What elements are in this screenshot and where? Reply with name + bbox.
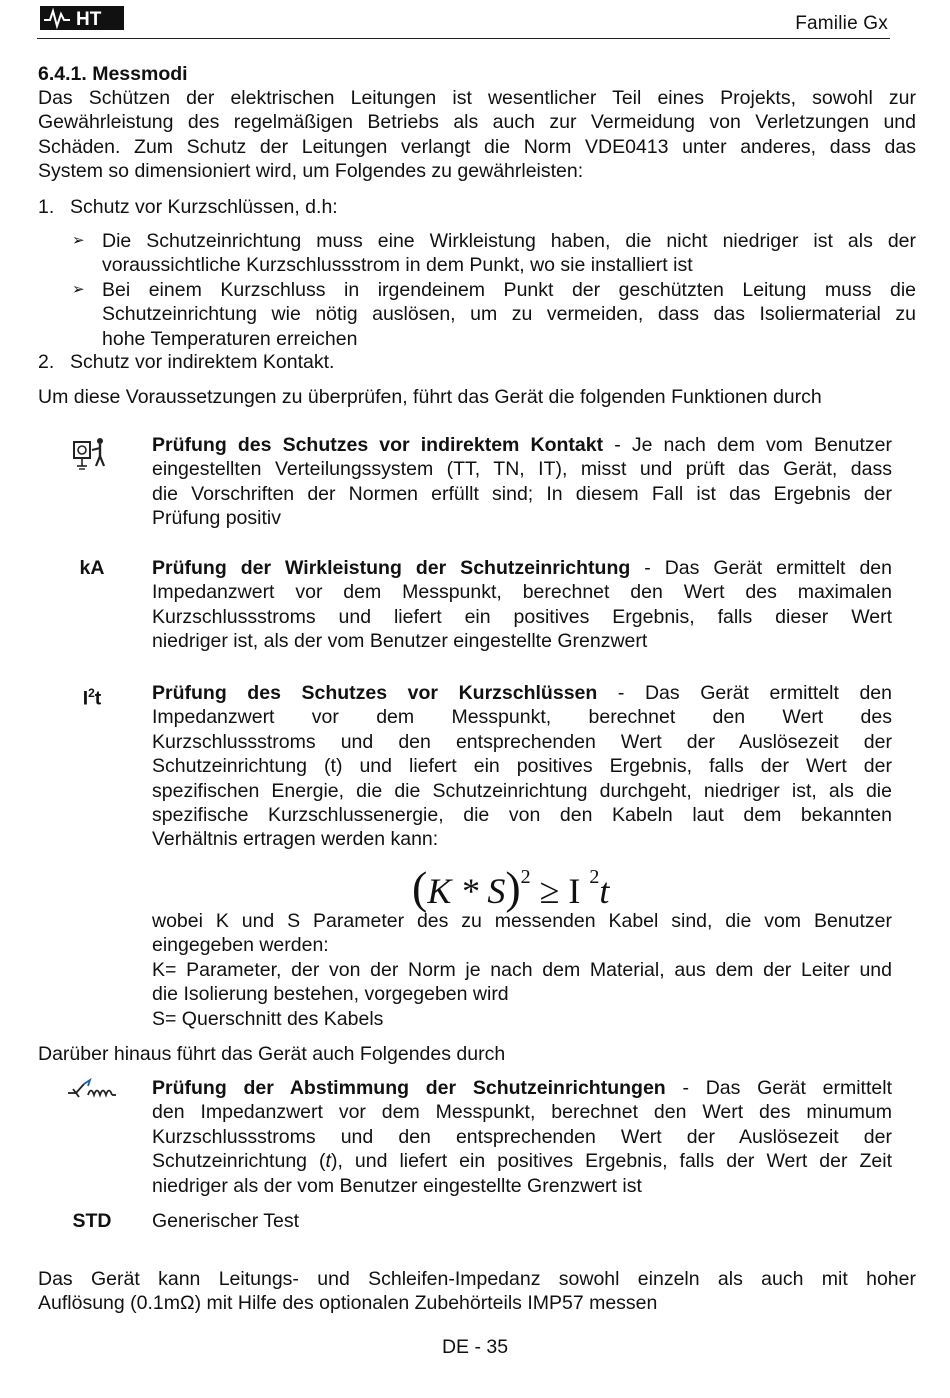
mode-line: Impedanzwert vor dem Messpunkt, berechnet den Wert des <box>152 706 892 729</box>
bullet-line: Die Schutzeinrichtung muss eine Wirkleistung haben, die nicht niedriger ist als der <box>102 230 916 252</box>
mode-title: Prüfung der Abstimmung der Schutzeinrichtungen <box>152 1077 666 1099</box>
arrow-bullet-icon: ➢ <box>72 281 85 298</box>
mode-selectivity <box>152 1076 892 1198</box>
intro-line: System so dimensioniert wird, um Folgendes zu gewährleisten: <box>38 160 584 183</box>
formula-op: ≥ I <box>539 871 581 911</box>
list-number: 1. <box>38 196 55 218</box>
symbol-std: STD <box>72 1210 112 1232</box>
list-item-1 <box>38 195 338 219</box>
arrow-bullet-icon: ➢ <box>72 232 85 249</box>
intro-paragraph <box>38 86 916 184</box>
symbol-i2t <box>40 681 144 711</box>
mode-line: spezifischen Energie, die die Schutzeinrichtung durchgeht, niedriger ist, als die <box>152 779 892 802</box>
mode-line: Kurzschlussstroms und den entsprechenden Wert der Auslösezeit der <box>152 730 892 753</box>
explain-line: die Isolierung bestehen, vorgegeben wird <box>152 983 509 1006</box>
explain-line: eingegeben werden: <box>152 934 329 957</box>
further-intro: Darüber hinaus führt das Gerät auch Folgendes durch <box>38 1043 506 1065</box>
formula-tail: t <box>599 871 610 911</box>
mode-line: niedriger als der vom Benutzer eingestellte Grenzwert ist <box>152 1174 642 1197</box>
mode-line: die Vorschriften der Normen erfüllt sind; In diesem Fall ist das Ergebnis der <box>152 482 892 505</box>
breaker-coordination-icon <box>66 1078 118 1100</box>
bullet-line: hohe Temperaturen erreichen <box>102 327 358 350</box>
mode-title: Prüfung des Schutzes vor indirektem Kontakt <box>152 434 604 456</box>
symbol-tail: t <box>94 687 102 710</box>
mode-line: Kurzschlussstroms und liefert ein positives Ergebnis, falls dieser Wert <box>152 605 892 628</box>
mode-std: Generischer Test <box>152 1210 300 1232</box>
mode-line: spezifische Kurzschlussenergie, die von den Kabeln laut dem bekannten <box>152 804 892 827</box>
intro-line: Das Schützen der elektrischen Leitungen ist wesentlicher Teil eines Projekts, sowohl zur <box>38 87 916 109</box>
mode-text: - Das Gerät ermittelt den <box>630 557 892 579</box>
mode-line: den Impedanzwert vor dem Messpunkt, berechnet den Wert des minumum <box>152 1101 892 1124</box>
functions-intro: Um diese Voraussetzungen zu überprüfen, führt das Gerät die folgenden Funktionen durch <box>38 386 822 408</box>
list-text: Schutz vor Kurzschlüssen, d.h: <box>70 196 338 218</box>
symbol-sup: 2 <box>88 686 95 700</box>
bullet-item <box>72 229 916 278</box>
mode-ka <box>152 556 892 654</box>
mode-line: Verhältnis ertragen werden kann: <box>152 828 439 851</box>
line-italic-t: t <box>325 1150 331 1173</box>
mode-line <box>152 1149 892 1173</box>
list-item-2 <box>38 350 334 374</box>
mode-text: - Das Gerät ermittelt <box>665 1077 892 1099</box>
line-part: ), und liefert ein positives Ergebnis, falls der Wert der Zeit <box>330 1150 893 1173</box>
mode-line: Schutzeinrichtung (t) und liefert ein positives Ergebnis, falls der Wert der <box>152 755 892 778</box>
list-number: 2. <box>38 351 55 373</box>
header-rule <box>37 38 890 39</box>
section-heading: 6.4.1. Messmodi <box>38 63 188 85</box>
bullet-line: voraussichtliche Kurzschlussstrom in dem Punkt, wo sie installiert ist <box>102 254 693 277</box>
symbol-ka: kA <box>79 557 105 579</box>
mode-line: niedriger ist, als der vom Benutzer eingestellte Grenzwert <box>152 630 648 653</box>
intro-line: Schäden. Zum Schutz der Leitungen verlangt die Norm VDE0413 unter anderes, dass das <box>38 135 916 158</box>
formula-close: ) <box>505 862 521 913</box>
intro-line: Gewährleistung des regelmäßigen Betriebs als auch zur Vermeidung von Verletzungen und <box>38 111 916 134</box>
mode-line: Prüfung positiv <box>152 507 281 530</box>
formula-exp2: 2 <box>589 866 600 888</box>
mode-line: Impedanzwert vor dem Messpunkt, berechnet den Wert des maximalen <box>152 581 892 604</box>
closing-line: Auflösung (0.1mΩ) mit Hilfe des optionalen Zubehörteils IMP57 messen <box>38 1292 658 1315</box>
formula-open: ( <box>412 862 428 913</box>
explain-line: wobei K und S Parameter des zu messenden Kabel sind, die vom Benutzer <box>152 910 892 932</box>
mode-text: - Je nach dem vom Benutzer <box>603 434 893 456</box>
page-number: DE - 35 <box>441 1336 509 1358</box>
mode-title: Prüfung des Schutzes vor Kurzschlüssen <box>152 682 598 704</box>
formula-inner: K * S <box>427 871 506 911</box>
logo-text: HT <box>76 9 102 30</box>
closing-line: Das Gerät kann Leitungs- und Schleifen-Impedanz sowohl einzeln als auch mit hoher <box>38 1268 916 1290</box>
list-text: Schutz vor indirektem Kontakt. <box>70 351 335 373</box>
explain-line: K= Parameter, der von der Norm je nach dem Material, aus dem der Leiter und <box>152 958 892 981</box>
indirect-contact-icon <box>72 436 112 470</box>
ht-logo <box>40 6 124 30</box>
mode-line: Kurzschlussstroms und den entsprechenden Wert der Auslösezeit der <box>152 1125 892 1148</box>
formula-explanation <box>152 909 892 1031</box>
bullet-line: Schutzeinrichtung wie nötig auslösen, um zu vermeiden, dass das Isoliermaterial zu <box>102 303 916 326</box>
symbol-base: I <box>82 687 89 710</box>
mode-indirect-contact <box>152 433 892 531</box>
bullet-item <box>72 278 916 351</box>
formula-exp: 2 <box>520 866 531 888</box>
energy-formula <box>412 852 609 916</box>
closing-paragraph <box>38 1267 916 1316</box>
mode-title: Prüfung der Wirkleistung der Schutzeinrichtung <box>152 557 631 579</box>
mode-text: - Das Gerät ermittelt den <box>597 682 892 704</box>
header-title: Familie Gx <box>795 13 888 34</box>
mode-i2t <box>152 681 892 852</box>
explain-line: S= Querschnitt des Kabels <box>152 1007 384 1030</box>
mode-line: eingestellten Verteilungssystem (TT, TN, IT), misst und prüft das Gerät, dass <box>152 458 892 481</box>
line-part: Schutzeinrichtung ( <box>152 1150 326 1173</box>
bullet-line: Bei einem Kurzschluss in irgendeinem Punkt der geschützten Leitung muss die <box>102 279 916 301</box>
